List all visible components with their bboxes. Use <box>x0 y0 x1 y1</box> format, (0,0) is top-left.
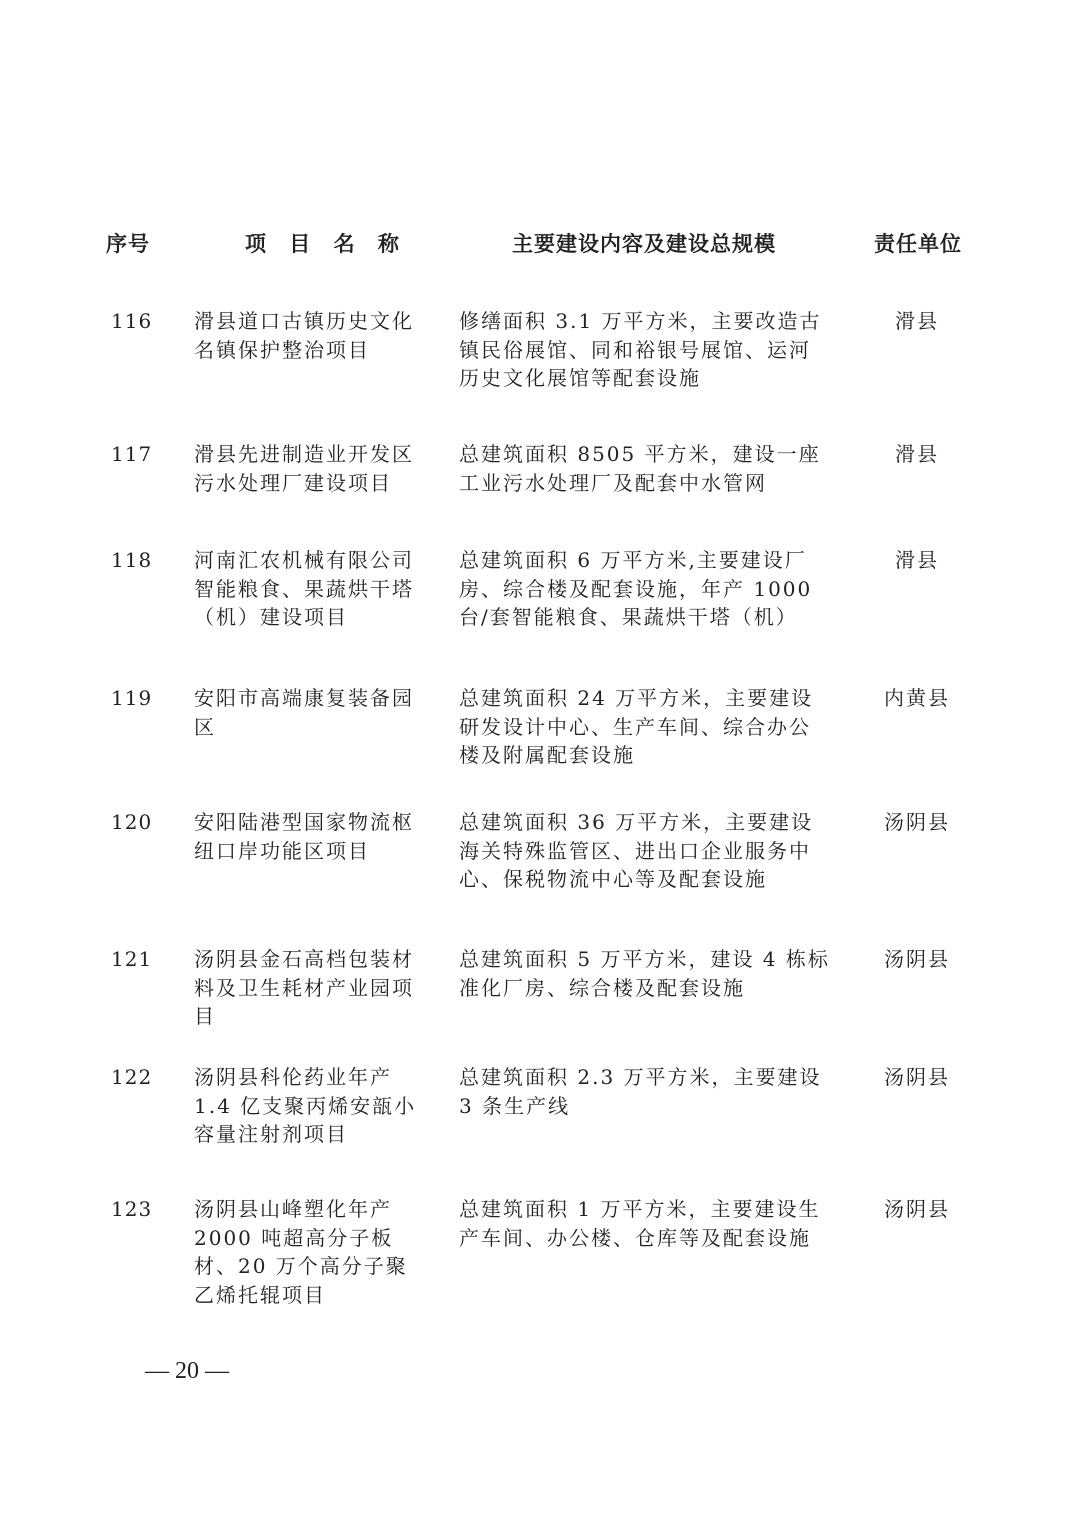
row-project-name: 汤阴县科伦药业年产 1.4 亿支聚丙烯安瓿小容量注射剂项目 <box>194 1065 417 1146</box>
row-seq: 123 <box>111 1197 153 1221</box>
row-seq: 121 <box>111 947 153 971</box>
row-unit: 汤阴县 <box>884 947 950 971</box>
row-unit: 汤阴县 <box>884 1197 950 1221</box>
row-content: 总建筑面积 5 万平方米，建设 4 栋标准化厂房、综合楼及配套设施 <box>459 947 830 1000</box>
row-content: 总建筑面积 2.3 万平方米，主要建设 3 条生产线 <box>459 1065 822 1118</box>
row-unit: 滑县 <box>895 309 939 333</box>
row-content: 修缮面积 3.1 万平方米，主要改造古镇民俗展馆、同和裕银号展馆、运河历史文化展馆等配套设施 <box>459 309 822 390</box>
row-unit: 滑县 <box>895 442 939 466</box>
row-seq: 117 <box>111 442 153 466</box>
row-content: 总建筑面积 8505 平方米，建设一座工业污水处理厂及配套中水管网 <box>459 442 821 495</box>
row-project-name: 汤阴县金石高档包装材料及卫生耗材产业园项目 <box>194 947 414 1028</box>
header-unit: 责任单位 <box>874 232 962 256</box>
row-seq: 119 <box>111 686 153 710</box>
row-unit: 滑县 <box>895 548 939 572</box>
header-seq: 序号 <box>106 232 150 256</box>
row-project-name: 滑县道口古镇历史文化名镇保护整治项目 <box>194 309 414 362</box>
header-project-name: 项 目 名 称 <box>245 232 407 256</box>
row-content: 总建筑面积 1 万平方米，主要建设生产车间、办公楼、仓库等及配套设施 <box>459 1197 821 1250</box>
row-project-name: 汤阴县山峰塑化年产 2000 吨超高分子板材、20 万个高分子聚乙烯托辊项目 <box>194 1197 408 1307</box>
row-content: 总建筑面积 36 万平方米，主要建设海关特殊监管区、进出口企业服务中心、保税物流中心等及配套设施 <box>459 810 814 891</box>
row-unit: 汤阴县 <box>884 1065 950 1089</box>
row-project-name: 安阳陆港型国家物流枢纽口岸功能区项目 <box>194 810 414 863</box>
row-seq: 118 <box>111 548 153 572</box>
row-project-name: 安阳市高端康复装备园区 <box>194 686 414 739</box>
header-content: 主要建设内容及建设总规模 <box>512 232 776 256</box>
row-seq: 120 <box>111 810 153 834</box>
row-project-name: 河南汇农机械有限公司智能粮食、果蔬烘干塔（机）建设项目 <box>194 548 414 629</box>
row-content: 总建筑面积 6 万平方米,主要建设厂房、综合楼及配套设施，年产 1000 台/套智能粮食、果蔬烘干塔（机） <box>459 548 813 629</box>
row-unit: 内黄县 <box>884 686 950 710</box>
row-seq: 116 <box>111 309 153 333</box>
row-seq: 122 <box>111 1065 153 1089</box>
row-unit: 汤阴县 <box>884 810 950 834</box>
page-number: — 20 — <box>145 1358 229 1384</box>
row-project-name: 滑县先进制造业开发区污水处理厂建设项目 <box>194 442 414 495</box>
row-content: 总建筑面积 24 万平方米，主要建设研发设计中心、生产车间、综合办公楼及附属配套设施 <box>459 686 814 767</box>
